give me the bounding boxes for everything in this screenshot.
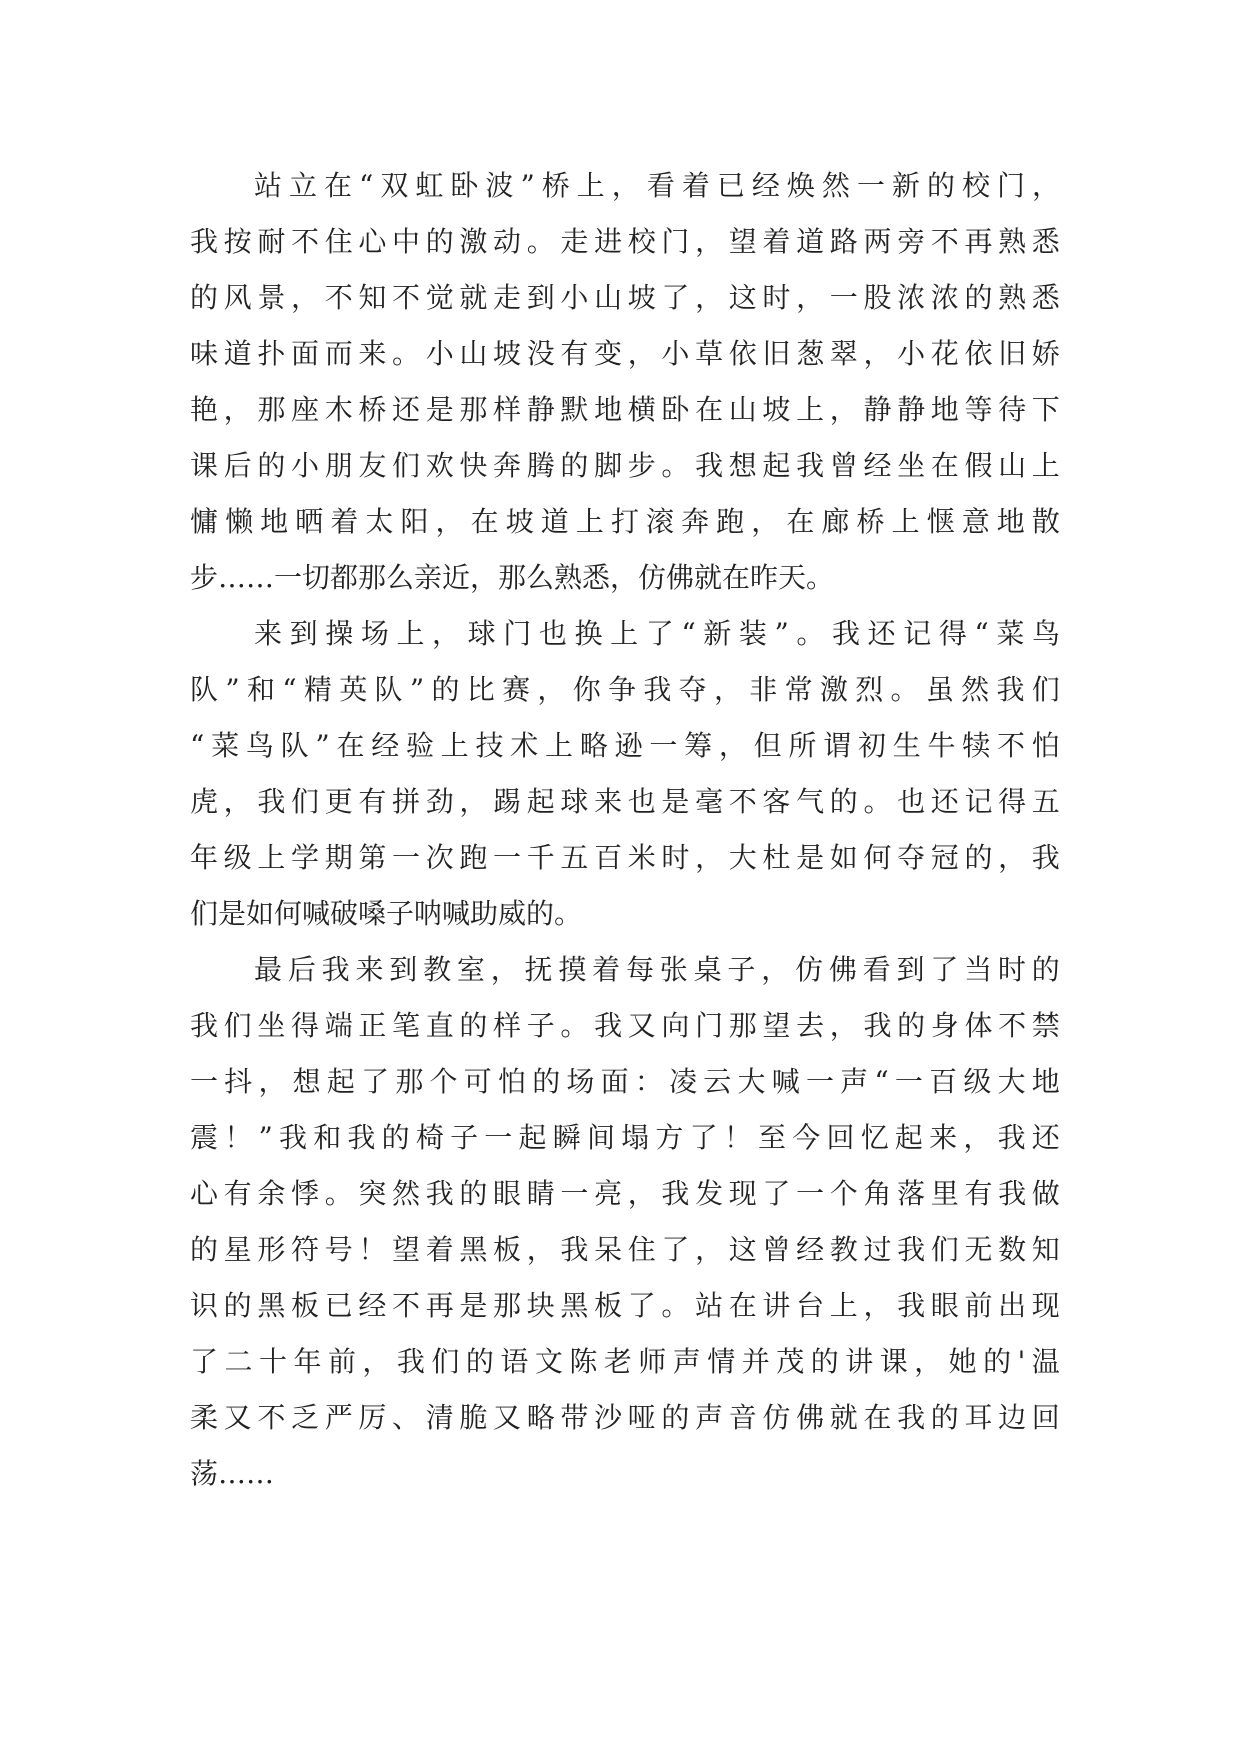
paragraph-2 xyxy=(190,606,1060,942)
text-line: 我 们 坐 得 端 正 笔 直 的 样 子 。 我 又 向 门 那 望 去 ， 我 的 身 体 不 禁 xyxy=(190,1009,1060,1042)
paragraph-3 xyxy=(190,942,1060,1502)
text-line: 的 风 景 ， 不 知 不 觉 就 走 到 小 山 坡 了 ， 这 时 ， 一 股 浓 浓 的 熟 悉 xyxy=(190,281,1060,314)
text-line: 来 到 操 场 上 ， 球 门 也 换 上 了 “ 新 装 ” 。 我 还 记 得 “ 菜 鸟 xyxy=(254,617,1060,650)
text-line: 慵 懒 地 晒 着 太 阳 ， 在 坡 道 上 打 滚 奔 跑 ， 在 廊 桥 上 惬 意 地 散 xyxy=(190,505,1060,538)
text-line: 识 的 黑 板 已 经 不 再 是 那 块 黑 板 了 。 站 在 讲 台 上 ， 我 眼 前 出 现 xyxy=(190,1289,1060,1322)
text-line: 步……一切都那么亲近，那么熟悉，仿佛就在昨天。 xyxy=(190,561,835,594)
text-line: 队 ” 和 “ 精 英 队 ” 的 比 赛 ， 你 争 我 夺 ， 非 常 激 烈 。 虽 然 我 们 xyxy=(190,673,1060,706)
text-line: 荡…… xyxy=(190,1457,275,1490)
text-line: 震 ！ ” 我 和 我 的 椅 子 一 起 瞬 间 塌 方 了 ！ 至 今 回 忆 起 来 ， 我 还 xyxy=(190,1121,1060,1154)
text-line: “ 菜 鸟 队 ” 在 经 验 上 技 术 上 略 逊 一 筹 ， 但 所 谓 初 生 牛 犊 不 怕 xyxy=(190,729,1060,762)
text-line: 最 后 我 来 到 教 室 ， 抚 摸 着 每 张 桌 子 ， 仿 佛 看 到 了 当 时 的 xyxy=(254,953,1060,986)
text-line: 了 二 十 年 前 ， 我 们 的 语 文 陈 老 师 声 情 并 茂 的 讲 课 ， 她 的 ' 温 xyxy=(190,1345,1060,1378)
text-line: 我 按 耐 不 住 心 中 的 激 动 。 走 进 校 门 ， 望 着 道 路 两 旁 不 再 熟 悉 xyxy=(190,225,1060,258)
text-line: 课 后 的 小 朋 友 们 欢 快 奔 腾 的 脚 步 。 我 想 起 我 曾 经 坐 在 假 山 上 xyxy=(190,449,1060,482)
text-line: 们是如何喊破嗓子呐喊助威的。 xyxy=(190,897,583,930)
text-line: 年 级 上 学 期 第 一 次 跑 一 千 五 百 米 时 ， 大 杜 是 如 何 夺 冠 的 ， 我 xyxy=(190,841,1060,874)
text-line: 的 星 形 符 号 ！ 望 着 黑 板 ， 我 呆 住 了 ， 这 曾 经 教 过 我 们 无 数 知 xyxy=(190,1233,1060,1266)
text-line: 心 有 余 悸 。 突 然 我 的 眼 睛 一 亮 ， 我 发 现 了 一 个 角 落 里 有 我 做 xyxy=(190,1177,1060,1210)
text-line: 柔 又 不 乏 严 厉 、 清 脆 又 略 带 沙 哑 的 声 音 仿 佛 就 在 我 的 耳 边 回 xyxy=(190,1401,1060,1434)
paragraph-1 xyxy=(190,158,1060,606)
text-line: 一 抖 ， 想 起 了 那 个 可 怕 的 场 面 ： 凌 云 大 喊 一 声 “ 一 百 级 大 地 xyxy=(190,1065,1060,1098)
text-line: 站 立 在 “ 双 虹 卧 波 ” 桥 上 ， 看 着 已 经 焕 然 一 新 的 校 门 ， xyxy=(254,169,1060,202)
document-body xyxy=(190,158,1060,1502)
text-line: 虎 ， 我 们 更 有 拼 劲 ， 踢 起 球 来 也 是 毫 不 客 气 的 。 也 还 记 得 五 xyxy=(190,785,1060,818)
text-line: 艳 ， 那 座 木 桥 还 是 那 样 静 默 地 横 卧 在 山 坡 上 ， 静 静 地 等 待 下 xyxy=(190,393,1060,426)
text-line: 味 道 扑 面 而 来 。 小 山 坡 没 有 变 ， 小 草 依 旧 葱 翠 ， 小 花 依 旧 娇 xyxy=(190,337,1060,370)
